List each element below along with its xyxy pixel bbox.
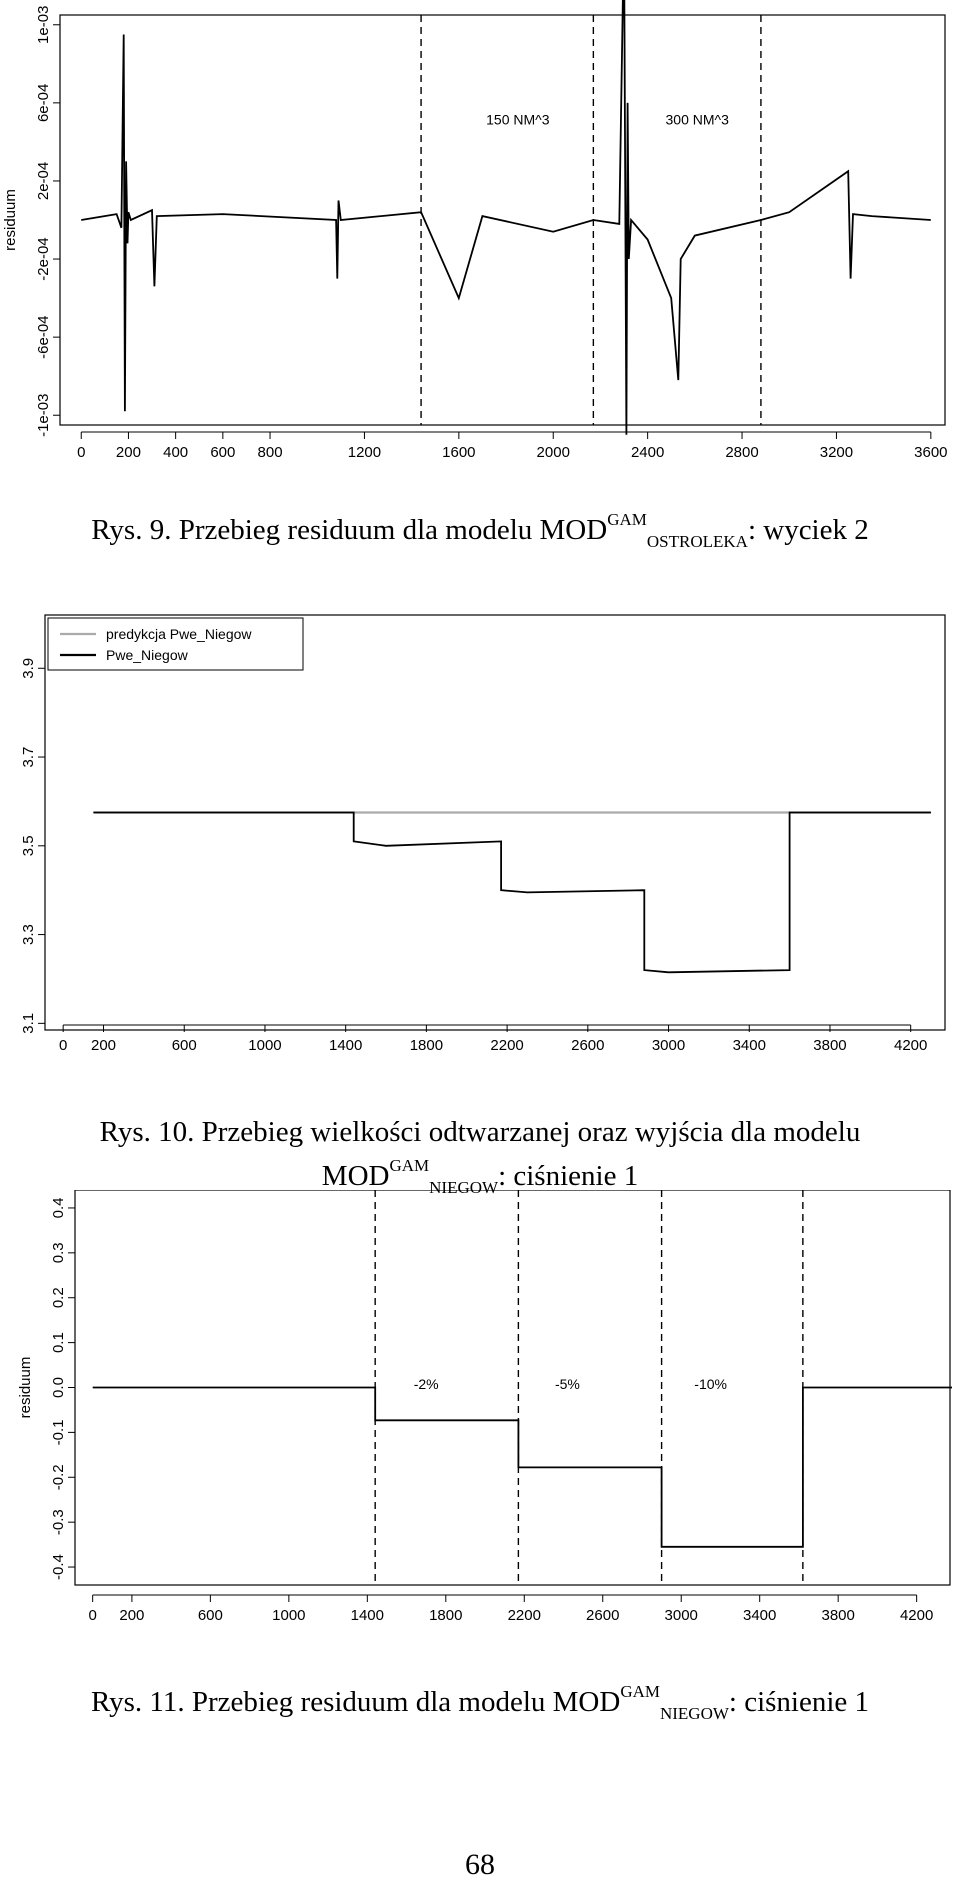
x-tick-label: 600	[171, 1037, 197, 1054]
x-tick-label: 2000	[536, 444, 570, 460]
y-tick-label: -0.4	[50, 1554, 67, 1580]
x-tick-label: 1600	[442, 444, 476, 460]
series-line	[81, 0, 931, 435]
annotation-label: 300 NM^3	[665, 111, 729, 128]
x-tick-label: 4200	[899, 1607, 934, 1624]
y-axis-label: residuum	[2, 189, 19, 251]
y-tick-label: 3.9	[20, 657, 37, 679]
x-tick-label: 3000	[651, 1037, 686, 1054]
x-tick-label: 600	[210, 444, 236, 460]
caption-subscript: NIEGOW	[429, 1178, 499, 1197]
y-tick-label: -2e-04	[35, 237, 52, 281]
caption-subscript: NIEGOW	[659, 1704, 729, 1723]
x-tick-label: 3800	[821, 1607, 855, 1624]
y-tick-label: 0.3	[50, 1242, 67, 1264]
legend-entry: predykcja Pwe_Niegow	[106, 626, 252, 642]
y-axis-label: residuum	[17, 1356, 34, 1419]
annotation-label: -5%	[554, 1375, 580, 1392]
x-tick-label: 3800	[813, 1037, 847, 1054]
x-tick-label: 400	[163, 444, 189, 460]
caption-line-1: Rys. 10. Przebieg wielkości odtwarzanej oraz wyjścia dla modelu	[99, 1116, 861, 1148]
caption-text: Rys. 9. Przebieg residuum dla modelu MOD	[91, 514, 608, 546]
x-tick-label: 800	[257, 444, 283, 460]
y-tick-label: 3.5	[20, 835, 37, 857]
x-tick-label: 4200	[894, 1037, 928, 1054]
caption-suffix: : ciśnienie 1	[728, 1686, 870, 1718]
x-tick-label: 1800	[429, 1607, 463, 1624]
y-tick-label: 0.2	[50, 1287, 67, 1309]
x-tick-label: 2200	[490, 1037, 524, 1054]
y-tick-label: 0.1	[50, 1332, 67, 1354]
x-tick-label: 200	[115, 444, 141, 460]
y-tick-label: 0.0	[50, 1377, 67, 1398]
x-tick-label: 1800	[409, 1037, 444, 1054]
y-tick-label: -1e-03	[35, 393, 52, 437]
y-tick-label: 6e-04	[35, 83, 52, 123]
y-tick-label: 1e-03	[35, 5, 52, 44]
legend-entry: Pwe_Niegow	[106, 647, 188, 663]
x-tick-label: 0	[58, 1037, 68, 1054]
residuum-chart-niegow	[0, 1190, 960, 1660]
caption-superscript: GAM	[607, 510, 647, 529]
caption-fig-11	[0, 1675, 960, 1731]
x-tick-label: 3000	[664, 1607, 698, 1624]
x-tick-label: 2600	[586, 1607, 620, 1624]
y-tick-label: -6e-04	[35, 315, 52, 359]
annotation-label: -10%	[694, 1375, 727, 1392]
residuum-chart-ostroleka	[0, 0, 960, 460]
x-tick-label: 200	[91, 1037, 117, 1054]
series-line	[93, 813, 931, 973]
caption-superscript: GAM	[620, 1682, 660, 1701]
annotation-label: 150 NM^3	[486, 111, 550, 128]
page-number: 68	[465, 1848, 495, 1881]
caption-text: MOD	[321, 1160, 390, 1192]
x-tick-label: 1400	[350, 1607, 385, 1624]
y-tick-label: 3.3	[20, 924, 37, 946]
x-tick-label: 2800	[725, 444, 759, 460]
caption-fig-9	[0, 503, 960, 559]
x-tick-label: 600	[197, 1607, 223, 1624]
x-tick-label: 1000	[248, 1037, 282, 1054]
y-tick-label: -0.1	[50, 1419, 67, 1446]
y-tick-label: -0.2	[50, 1464, 67, 1491]
caption-superscript: GAM	[389, 1156, 430, 1175]
series-line	[93, 1388, 952, 1547]
y-tick-label: 3.7	[20, 746, 37, 768]
x-tick-label: 2200	[507, 1607, 541, 1624]
caption-suffix: : wyciek 2	[747, 514, 869, 546]
caption-text: Rys. 11. Przebieg residuum dla modelu MOD	[90, 1686, 621, 1718]
x-tick-label: 1200	[347, 444, 382, 460]
x-tick-label: 1400	[328, 1037, 363, 1054]
y-tick-label: -0.3	[50, 1509, 67, 1536]
caption-suffix: : ciśnienie 1	[498, 1160, 639, 1192]
x-tick-label: 3400	[732, 1037, 766, 1054]
y-tick-label: 2e-04	[35, 161, 52, 201]
y-tick-label: 0.4	[50, 1197, 67, 1219]
x-tick-label: 0	[77, 444, 86, 460]
annotation-label: -2%	[413, 1375, 439, 1392]
x-tick-label: 3600	[914, 444, 948, 460]
caption-subscript: OSTROLEKA	[646, 532, 748, 551]
x-tick-label: 0	[88, 1607, 97, 1624]
x-tick-label: 3200	[819, 444, 854, 460]
plot-frame	[45, 615, 945, 1030]
x-tick-label: 3400	[743, 1607, 777, 1624]
pressure-chart-niegow	[0, 600, 960, 1070]
x-tick-label: 1000	[272, 1607, 306, 1624]
y-tick-label: 3.1	[20, 1012, 37, 1034]
x-tick-label: 2400	[630, 444, 665, 460]
x-tick-label: 200	[119, 1607, 145, 1624]
x-tick-label: 2600	[571, 1037, 605, 1054]
